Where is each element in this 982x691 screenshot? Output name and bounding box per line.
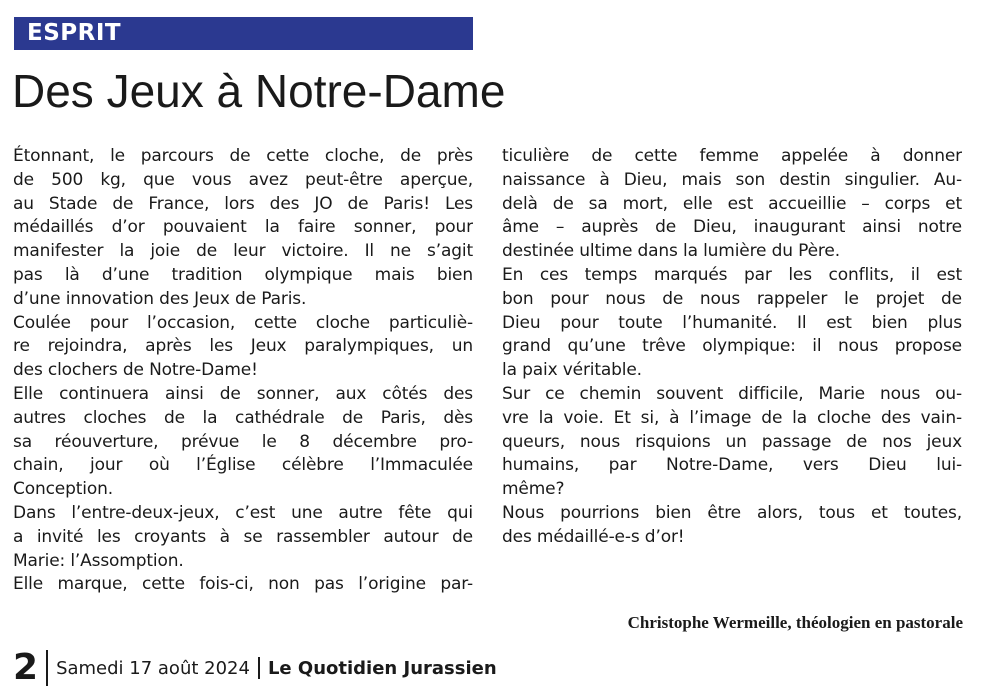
article-line: queurs, nous risquions un passage de nos jeux [502, 431, 962, 452]
article-line: re rejoindra, après les Jeux paralympiques, un [13, 336, 473, 357]
article-line: Dieu pour toute l’humanité. Il est bien plus [502, 312, 962, 333]
article-line: destinée ultime dans la lumière du Père. [502, 241, 840, 262]
footer-divider [46, 650, 48, 686]
article-line: autres cloches de la cathédrale de Paris, dès [13, 407, 473, 428]
article-line: Dans l’entre-deux-jeux, c’est une autre fête qui [13, 502, 473, 523]
article-line: Coulée pour l’occasion, cette cloche particuliè- [13, 312, 473, 333]
article-line: sa réouverture, prévue le 8 décembre pro- [13, 431, 473, 452]
article-line: humains, par Notre-Dame, vers Dieu lui- [502, 455, 962, 476]
article-line: au Stade de France, lors des JO de Paris! Les [13, 193, 473, 214]
article-line: delà de sa mort, elle est accueillie – corps et [502, 193, 962, 214]
article-line: de 500 kg, que vous avez peut-être aperçue, [13, 169, 473, 190]
article-line: Conception. [13, 479, 113, 500]
section-rubric-label: ESPRIT [27, 20, 122, 46]
article-headline: Des Jeux à Notre-Dame [12, 65, 506, 117]
article-line: des médaillé-e-s d’or! [502, 526, 685, 547]
article-line: médaillés d’or pouvaient la faire sonner, pour [13, 217, 473, 238]
footer-divider-small [258, 657, 260, 679]
article-line: d’une innovation des Jeux de Paris. [13, 288, 307, 309]
article-line: Nous pourrions bien être alors, tous et toutes, [502, 502, 962, 523]
article-line: Étonnant, le parcours de cette cloche, de près [13, 146, 473, 166]
article-line: grand qu’une trêve olympique: il nous propose [502, 336, 962, 357]
article-line: En ces temps marqués par les conflits, il est [502, 264, 962, 285]
article-line: Elle marque, cette fois-ci, non pas l’origine par- [13, 574, 473, 595]
article-line: Elle continuera ainsi de sonner, aux côtés des [13, 383, 473, 404]
page-number: 2 [13, 647, 39, 688]
article-line: ticulière de cette femme appelée à donner [502, 146, 962, 166]
article-line: manifester la joie de leur victoire. Il ne s’agit [13, 241, 473, 262]
article-line: pas là d’une tradition olympique mais bien [13, 264, 473, 285]
article-line: la paix véritable. [502, 360, 642, 381]
publication-name: Le Quotidien Jurassien [267, 657, 497, 679]
article-line: âme – auprès de Dieu, inaugurant ainsi notre [502, 217, 962, 238]
article-line: des clochers de Notre-Dame! [13, 360, 258, 381]
article-line: a invité les croyants à se rassembler autour de [13, 526, 473, 547]
section-rubric-banner [14, 17, 473, 50]
article-line: vre la voie. Et si, à l’image de la cloche des vain- [502, 407, 962, 428]
article-line: même? [502, 479, 565, 500]
article-line: chain, jour où l’Église célèbre l’Immaculée [13, 455, 473, 476]
article-signature: Christophe Wermeille, théologien en pastorale [627, 613, 963, 632]
article-line: Sur ce chemin souvent difficile, Marie nous ou- [502, 383, 962, 404]
publication-date: Samedi 17 août 2024 [56, 657, 250, 679]
page-footer [13, 648, 497, 688]
article-line: Marie: l’Assomption. [13, 550, 184, 571]
article-column-left [13, 145, 473, 597]
article-column-right [502, 145, 962, 550]
article-line: bon pour nous de nous rappeler le projet de [502, 288, 962, 309]
article-line: naissance à Dieu, mais son destin singulier. Au- [502, 169, 962, 190]
